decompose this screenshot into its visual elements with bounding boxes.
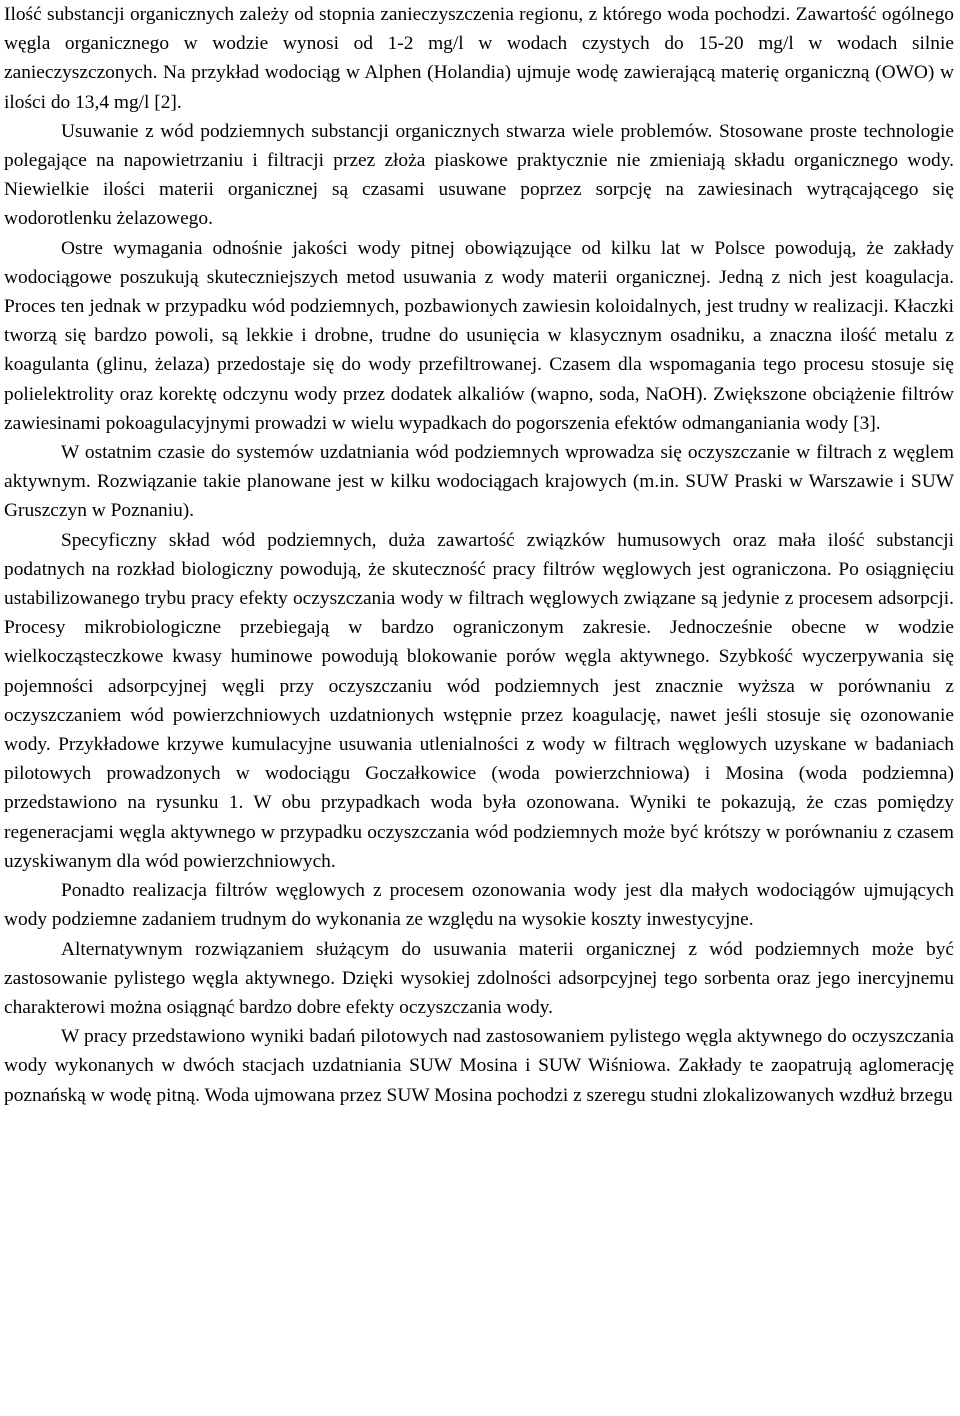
paragraph-pilot-studies: W pracy przedstawiono wyniki badań pilotowych nad zastosowaniem pylistego węgla aktywnego do oczyszczania wody wykonanych w dwóch stacjach uzdatniania SUW Mosina i SUW Wiśniowa. Zakłady te zaopatrują aglomerację poznańską w wodę pitną. Woda ujmowana przez SUW Mosina pochodzi z szeregu studni zlokalizowanych wzdłuż brzegu <box>4 1026 954 1106</box>
paragraph-organic-content: Ilość substancji organicznych zależy od stopnia zanieczyszczenia regionu, z którego woda pochodzi. Zawartość ogólnego węgla organicznego w wodzie wynosi od 1-2 mg/l w wodach czystych do 15-20 mg/l w wodach silnie zanieczyszczonych. Na przykład wodociąg w Alphen (Holandia) ujmuje wodę zawierającą materię organiczną (OWO) w ilości do 13,4 mg/l [2]. <box>4 4 954 113</box>
paragraph-groundwater-composition: Specyficzny skład wód podziemnych, duża zawartość związków humusowych oraz mała ilość substancji podatnych na rozkład biologiczny powodują, że skuteczność pracy filtrów węglowych jest ograniczona. Po osiągnięciu ustabilizowanego trybu pracy efekty oczyszczania wody w filtrach węglowych związane są jedynie z procesem adsorpcji. Procesy mikrobiologiczne przebiegają w bardzo ograniczonym zakresie. Jednocześnie obecne w wodzie wielkocząsteczkowe kwasy huminowe powodują blokowanie porów węgla aktywnego. Szybkość wyczerpywania się pojemności adsorpcyjnej węgli przy oczyszczaniu wód podziemnych jest znacznie wyższa w porównaniu z oczyszczaniem wód powierzchniowych uzdatnionych wstępnie przez koagulację, nawet jeśli stosuje się ozonowanie wody. Przykładowe krzywe kumulacyjne usuwania utlenialności z wody w filtrach węglowych uzyskane w badaniach pilotowych prowadzonych w wodociągu Goczałkowice (woda powierzchniowa) i Mosina (woda podziemna) przedstawiono na rysunku 1. W obu przypadkach woda była ozonowana. Wyniki te pokazują, że czas pomiędzy regeneracjami węgla aktywnego w przypadku oczyszczania wód podziemnych może być krótszy w porównaniu z czasem uzyskiwanym dla wód powierzchniowych. <box>4 529 954 872</box>
paragraph-investment-costs: Ponadto realizacja filtrów węglowych z procesem ozonowania wody jest dla małych wodociągów ujmujących wody podziemne zadaniem trudnym do wykonania ze względu na wysokie koszty inwestycyjne. <box>4 880 954 931</box>
paragraph-powdered-carbon: Alternatywnym rozwiązaniem służącym do usuwania materii organicznej z wód podziemnych może być zastosowanie pylistego węgla aktywnego. Dzięki wysokiej zdolności adsorpcyjnej tego sorbenta oraz jego inercyjnemu charakterowi można osiągnąć bardzo dobre efekty oczyszczania wody. <box>4 938 954 1018</box>
paragraph-removal-problems: Usuwanie z wód podziemnych substancji organicznych stwarza wiele problemów. Stosowane proste technologie polegające na napowietrzaniu i filtracji przez złoża piaskowe praktycznie nie zmieniają składu organicznego wody. Niewielkie ilości materii organicznej są czasami usuwane poprzez sorpcję na zawiesinach wytrącającego się wodorotlenku żelazowego. <box>4 120 954 230</box>
paragraph-activated-carbon-filters: W ostatnim czasie do systemów uzdatniania wód podziemnych wprowadza się oczyszczanie w filtrach z węglem aktywnym. Rozwiązanie takie planowane jest w kilku wodociągach krajowych (m.in. SUW Praski w Warszawie i SUW Gruszczyn w Poznaniu). <box>4 442 954 522</box>
paragraph-coagulation: Ostre wymagania odnośnie jakości wody pitnej obowiązujące od kilku lat w Polsce powodują, że zakłady wodociągowe poszukują skuteczniejszych metod usuwania z wody materii organicznej. Jedną z nich jest koagulacja. Proces ten jednak w przypadku wód podziemnych, pozbawionych zawiesin koloidalnych, jest trudny w realizacji. Kłaczki tworzą się bardzo powoli, są lekkie i drobne, trudne do usunięcia w klasycznym osadniku, a znaczna ilość metalu z koagulanta (glinu, żelaza) przedostaje się do wody przefiltrowanej. Czasem dla wspomagania tego procesu stosuje się polielektrolity oraz korektę odczynu wody przez dodatek alkaliów (wapno, soda, NaOH). Zwiększone obciążenie filtrów zawiesinami pokoagulacyjnymi prowadzi w wielu wypadkach do pogorszenia efektów odmanganiania wody [3]. <box>4 237 954 434</box>
document-page <box>4 0 954 1110</box>
